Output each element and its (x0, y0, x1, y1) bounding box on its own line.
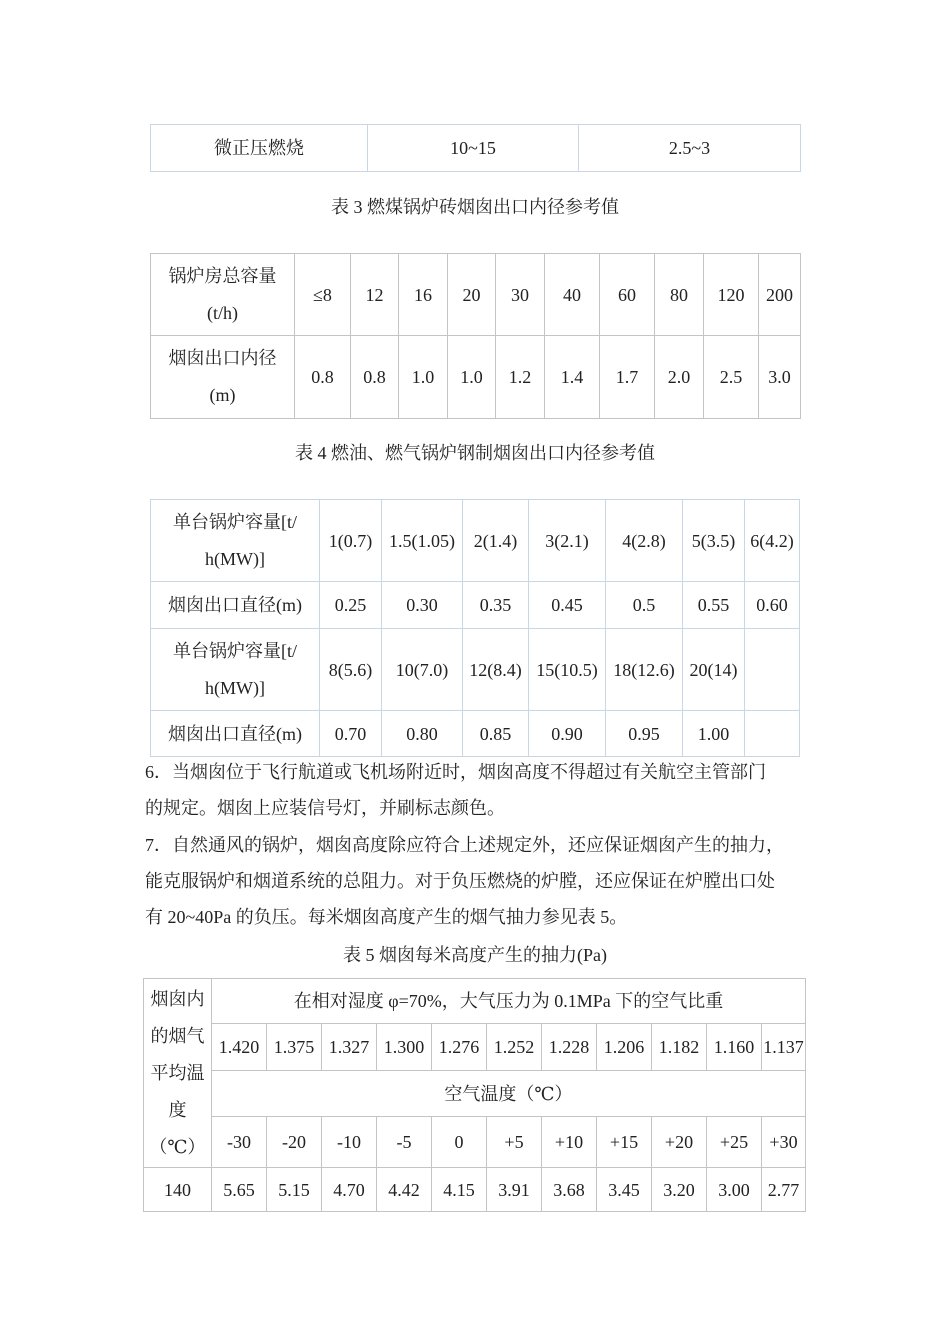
table-cell: -20 (267, 1117, 322, 1168)
table-cell: 5.15 (267, 1168, 322, 1212)
table-cell: 1.276 (432, 1024, 487, 1071)
table3 (150, 253, 801, 419)
table-cell: 1.300 (377, 1024, 432, 1071)
label-line: 度 (168, 1099, 187, 1120)
text-line: 能克服锅炉和烟道系统的总阻力。对于负压燃烧的炉膛，还应保证在炉膛出口处 (145, 871, 775, 891)
table-cell: 10~15 (368, 125, 579, 172)
table-cell: 0.5 (606, 582, 683, 629)
table-cell: 2.5 (704, 336, 759, 419)
text-line: 7．自然通风的锅炉，烟囱高度除应符合上述规定外，还应保证烟囱产生的抽力， (145, 835, 784, 855)
table-cell: 5.65 (212, 1168, 267, 1212)
table-cell: 0.95 (606, 711, 683, 757)
label-line: 平均温 (150, 1062, 205, 1083)
label-line: (m) (209, 385, 236, 405)
table-cell: 60 (600, 254, 655, 336)
table-cell: 5(3.5) (683, 500, 745, 582)
table-cell: 微正压燃烧 (151, 125, 368, 172)
table-cell: 1.4 (545, 336, 600, 419)
table-cell: 0.70 (320, 711, 382, 757)
table-cell: 1.206 (597, 1024, 652, 1071)
label-line: （℃） (149, 1136, 206, 1157)
table-cell: 0.8 (295, 336, 351, 419)
table4 (150, 499, 800, 757)
table-cell: 40 (545, 254, 600, 336)
table-cell: 120 (704, 254, 759, 336)
table-cell: 0.85 (463, 711, 529, 757)
table2-tail (150, 124, 801, 172)
table-cell: +25 (707, 1117, 762, 1168)
table-cell: -5 (377, 1117, 432, 1168)
table-cell: 1.0 (448, 336, 496, 419)
table-cell: 0.55 (683, 582, 745, 629)
paragraph-7 (145, 827, 810, 935)
table-cell: 20 (448, 254, 496, 336)
table-cell: 200 (759, 254, 801, 336)
table-cell: 3.68 (542, 1168, 597, 1212)
table-cell: 0.45 (529, 582, 606, 629)
table-cell: 3.20 (652, 1168, 707, 1212)
table-cell: +10 (542, 1117, 597, 1168)
table-cell: 1.252 (487, 1024, 542, 1071)
label-line: (t/h) (207, 302, 238, 323)
air-density-condition-header: 在相对湿度 φ=70%，大气压力为 0.1MPa 下的空气比重 (212, 979, 806, 1024)
label-line: h(MW)] (205, 548, 265, 569)
table5-caption: 表 5 烟囱每米高度产生的抽力(Pa) (343, 945, 607, 965)
table-cell: 140 (144, 1168, 212, 1212)
table-cell: -10 (322, 1117, 377, 1168)
table-cell (745, 711, 800, 757)
table-cell: 2.5~3 (579, 125, 801, 172)
table3-row2-label (151, 336, 295, 419)
label-line: 烟囱内 (150, 988, 205, 1009)
table-cell: +15 (597, 1117, 652, 1168)
table-cell: 16 (399, 254, 448, 336)
table-cell: 6(4.2) (745, 500, 800, 582)
table-cell: 10(7.0) (382, 629, 463, 711)
table-cell: +5 (487, 1117, 542, 1168)
table3-caption: 表 3 燃煤锅炉砖烟囱出口内径参考值 (331, 197, 619, 217)
air-temperature-header: 空气温度（℃） (212, 1071, 806, 1117)
paragraph-6 (145, 754, 810, 826)
table-cell: -30 (212, 1117, 267, 1168)
table-cell: 3.45 (597, 1168, 652, 1212)
label-line: 单台锅炉容量[t/ (173, 640, 297, 661)
table-cell: 4.42 (377, 1168, 432, 1212)
table-cell: 1.182 (652, 1024, 707, 1071)
table-cell: 2(1.4) (463, 500, 529, 582)
table-cell: 3.00 (707, 1168, 762, 1212)
table-cell: 4.70 (322, 1168, 377, 1212)
table-cell: 1.5(1.05) (382, 500, 463, 582)
table-cell: 0.35 (463, 582, 529, 629)
table-cell: ≤8 (295, 254, 351, 336)
table-cell: 3.91 (487, 1168, 542, 1212)
table-cell: 1.160 (707, 1024, 762, 1071)
table4-caption: 表 4 燃油、燃气锅炉钢制烟囱出口内径参考值 (295, 443, 655, 463)
label-line: 烟囱出口内径 (168, 348, 277, 368)
table-cell: 12(8.4) (463, 629, 529, 711)
table-cell: 0.8 (351, 336, 399, 419)
table-cell: 1.7 (600, 336, 655, 419)
text-line: 有 20~40Pa 的负压。每米烟囱高度产生的烟气抽力参见表 5。 (145, 907, 628, 927)
table-cell: 3(2.1) (529, 500, 606, 582)
capacity-label (151, 629, 320, 711)
table-cell: 30 (496, 254, 545, 336)
label-line: h(MW)] (205, 677, 265, 698)
table5-row-label (144, 979, 212, 1168)
table-cell: 1.228 (542, 1024, 597, 1071)
label-line: 单台锅炉容量[t/ (173, 511, 297, 532)
diameter-label: 烟囱出口直径(m) (151, 711, 320, 757)
table-cell: 1.375 (267, 1024, 322, 1071)
diameter-label: 烟囱出口直径(m) (151, 582, 320, 629)
table-cell: 1.00 (683, 711, 745, 757)
table-cell: 3.0 (759, 336, 801, 419)
table-cell: +20 (652, 1117, 707, 1168)
table-cell: 20(14) (683, 629, 745, 711)
table-cell: 1.420 (212, 1024, 267, 1071)
table-cell: 2.0 (655, 336, 704, 419)
label-line: 锅炉房总容量 (168, 265, 277, 286)
table-cell: 0.90 (529, 711, 606, 757)
table-cell: 4.15 (432, 1168, 487, 1212)
table-cell: 1(0.7) (320, 500, 382, 582)
table3-row1-label (151, 254, 295, 336)
table-cell: 0.80 (382, 711, 463, 757)
capacity-label (151, 500, 320, 582)
table-cell: 18(12.6) (606, 629, 683, 711)
table5 (143, 978, 806, 1212)
table-cell: 8(5.6) (320, 629, 382, 711)
text-line: 的规定。烟囱上应装信号灯，并刷标志颜色。 (145, 798, 505, 818)
table-cell: 80 (655, 254, 704, 336)
table-cell: +30 (762, 1117, 806, 1168)
text-line: 6．当烟囱位于飞行航道或飞机场附近时，烟囱高度不得超过有关航空主管部门 (145, 762, 766, 782)
table-cell: 2.77 (762, 1168, 806, 1212)
table-cell: 15(10.5) (529, 629, 606, 711)
label-line: 的烟气 (150, 1025, 205, 1046)
table-cell (745, 629, 800, 711)
table-cell: 1.137 (762, 1024, 806, 1071)
table-cell: 1.327 (322, 1024, 377, 1071)
table-cell: 1.2 (496, 336, 545, 419)
table-cell: 0 (432, 1117, 487, 1168)
table-cell: 0.25 (320, 582, 382, 629)
table-cell: 1.0 (399, 336, 448, 419)
table-cell: 12 (351, 254, 399, 336)
table-cell: 4(2.8) (606, 500, 683, 582)
table-cell: 0.30 (382, 582, 463, 629)
table-cell: 0.60 (745, 582, 800, 629)
